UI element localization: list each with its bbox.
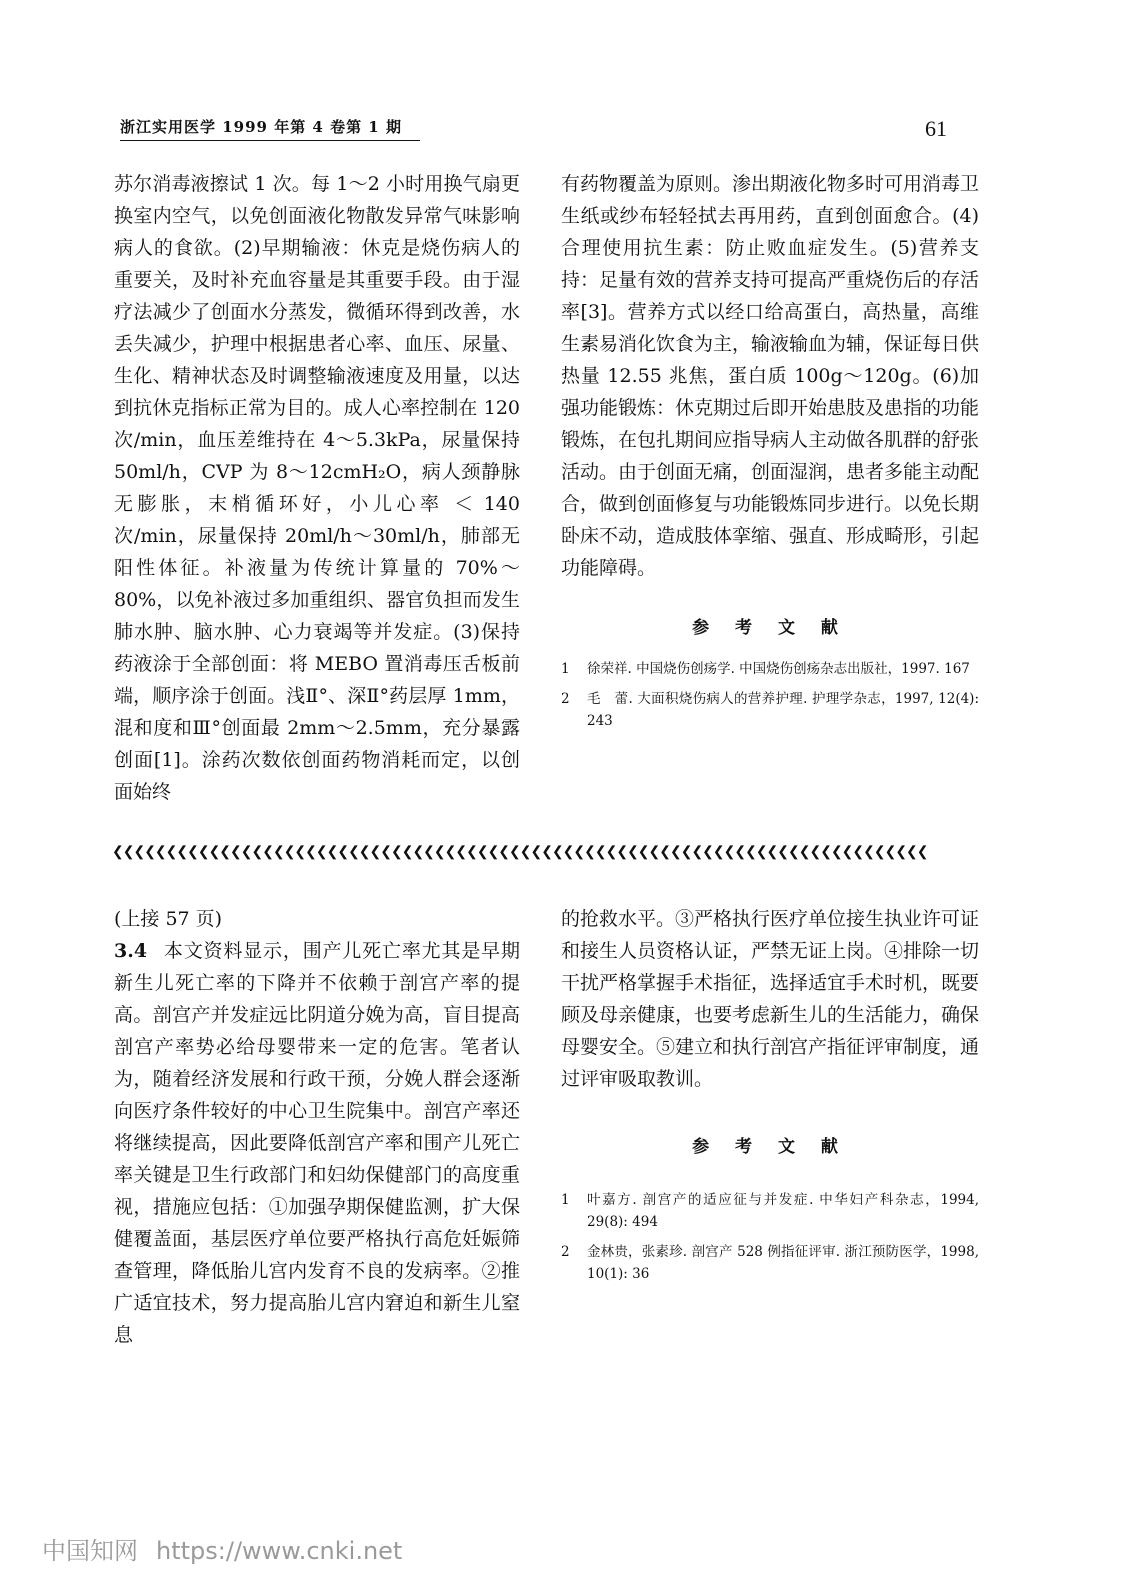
watermark-brand: 中国知网	[42, 1537, 138, 1565]
upper-left-column	[114, 168, 520, 808]
cnki-watermark	[42, 1531, 402, 1566]
references-title: 参 考 文 献	[692, 1137, 848, 1157]
reference-text: 金林贵，张素珍. 剖宫产 528 例指征评审. 浙江预防医学，1998, 10(1): 36	[587, 1244, 979, 1282]
reference-number: 2	[561, 1244, 570, 1260]
lower-left-text: 本文资料显示，围产儿死亡率尤其是早期新生儿死亡率的下降并不依赖于剖宫产率的提高。剖宫产并发症远比阴道分娩为高，盲目提高剖宫产率势必给母婴带来一定的危害。笔者认为，随着经济发展和行政干预，分娩人群会逐渐向医疗条件较好的中心卫生院集中。剖宫产率还将继续提高，因此要降低剖宫产率和围产儿死亡率关键是卫生行政部门和妇幼保健部门的高度重视，措施应包括：①加强孕期保健监测，扩大保健覆盖面，基层医疗单位要严格执行高危妊娠筛查管理，降低胎儿宫内发育不良的发病率。②推广适宜技术，努力提高胎儿宫内窘迫和新生儿窒息	[114, 940, 520, 1346]
reference-text: 毛 蕾. 大面积烧伤病人的营养护理. 护理学杂志，1997, 12(4): 243	[587, 691, 979, 729]
reference-item	[561, 658, 979, 680]
reference-item	[561, 1241, 979, 1285]
lower-right-column	[561, 903, 979, 1293]
journal-header: 浙江实用医学 1999 年第 4 卷第 1 期	[120, 116, 420, 141]
references-title: 参 考 文 献	[692, 618, 848, 638]
reference-list	[561, 658, 979, 732]
lower-right-text: 的抢救水平。③严格执行医疗单位接生执业许可证和接生人员资格认证，严禁无证上岗。④排除一切干扰严格掌握手术指征，选择适宜手术时机，既要顾及母亲健康，也要考虑新生儿的生活能力，确保母婴安全。⑤建立和执行剖宫产指征评审制度，通过评审吸取教训。	[561, 908, 980, 1090]
reference-item	[561, 1189, 979, 1233]
reference-item	[561, 688, 979, 732]
reference-number: 1	[561, 661, 570, 677]
reference-list	[561, 1189, 979, 1285]
reference-number: 1	[561, 1192, 570, 1208]
watermark-url: https://www.cnki.net	[156, 1537, 403, 1565]
lower-left-column	[114, 903, 520, 1351]
upper-left-text: 苏尔消毒液擦试 1 次。每 1～2 小时用换气扇更换室内空气，以免创面液化物散发异常气味影响病人的食欲。(2)早期输液：休克是烧伤病人的重要关，及时补充血容量是其重要手段。由于湿疗法减少了创面水分蒸发，微循环得到改善，水丢失减少，护理中根据患者心率、血压、尿量、生化、精神状态及时调整输液速度及用量，以达到抗休克指标正常为目的。成人心率控制在 120 次/min，血压差维持在 4～5.3kPa，尿量保持 50ml/h，CVP 为 8～12cmH₂O，病人颈静脉无膨胀，末梢循环好，小儿心率 ＜ 140 次/min，尿量保持 20ml/h～30ml/h，肺部无阳性体征。补液量为传统计算量的 70%～80%，以免补液过多加重组织、器官负担而发生肺水肿、脑水肿、心力衰竭等并发症。(3)保持药液涂于全部创面：将 MEBO 置消毒压舌板前端，顺序涂于创面。浅Ⅱ°、深Ⅱ°药层厚 1mm，混和度和Ⅲ°创面最 2mm～2.5mm，充分暴露创面[1]。涂药次数依创面药物消耗而定，以创面始终	[114, 173, 520, 803]
section-paragraph	[114, 935, 520, 1351]
upper-right-column	[561, 168, 979, 740]
upper-right-text: 有药物覆盖为原则。渗出期液化物多时可用消毒卫生纸或纱布轻轻拭去再用药，直到创面愈合。(4)合理使用抗生素：防止败血症发生。(5)营养支持：足量有效的营养支持可提高严重烧伤后的存活率[3]。营养方式以经口给高蛋白，高热量，高维生素易消化饮食为主，输液输血为辅，保证每日供热量 12.55 兆焦，蛋白质 100g～120g。(6)加强功能锻炼：休克期过后即开始患肢及患指的功能锻炼，在包扎期间应指导病人主动做各肌群的舒张活动。由于创面无痛，创面湿润，患者多能主动配合，做到创面修复与功能锻炼同步进行。以免长期卧床不动，造成肢体挛缩、强直、形成畸形，引起功能障碍。	[561, 173, 980, 579]
page-number: 61	[925, 116, 947, 141]
reference-text: 徐荣祥. 中国烧伤创疡学. 中国烧伤创疡杂志出版社，1997. 167	[587, 661, 970, 677]
reference-text: 叶嘉方. 剖宫产的适应征与并发症. 中华妇产科杂志，1994, 29(8): 494	[587, 1192, 979, 1230]
reference-number: 2	[561, 691, 570, 707]
continued-note: (上接 57 页)	[114, 908, 223, 930]
section-divider: ❮❮❮❮❮❮❮❮❮❮❮❮❮❮❮❮❮❮❮❮❮❮❮❮❮❮❮❮❮❮❮❮❮❮❮❮❮❮❮❮❮❮❮❮❮❮❮❮❮❮❮❮❮❮❮❮❮❮❮❮❮❮❮❮❮❮❮❮❮❮❮❮❮❮❮❮	[112, 844, 928, 860]
section-number: 3.4	[114, 940, 148, 962]
